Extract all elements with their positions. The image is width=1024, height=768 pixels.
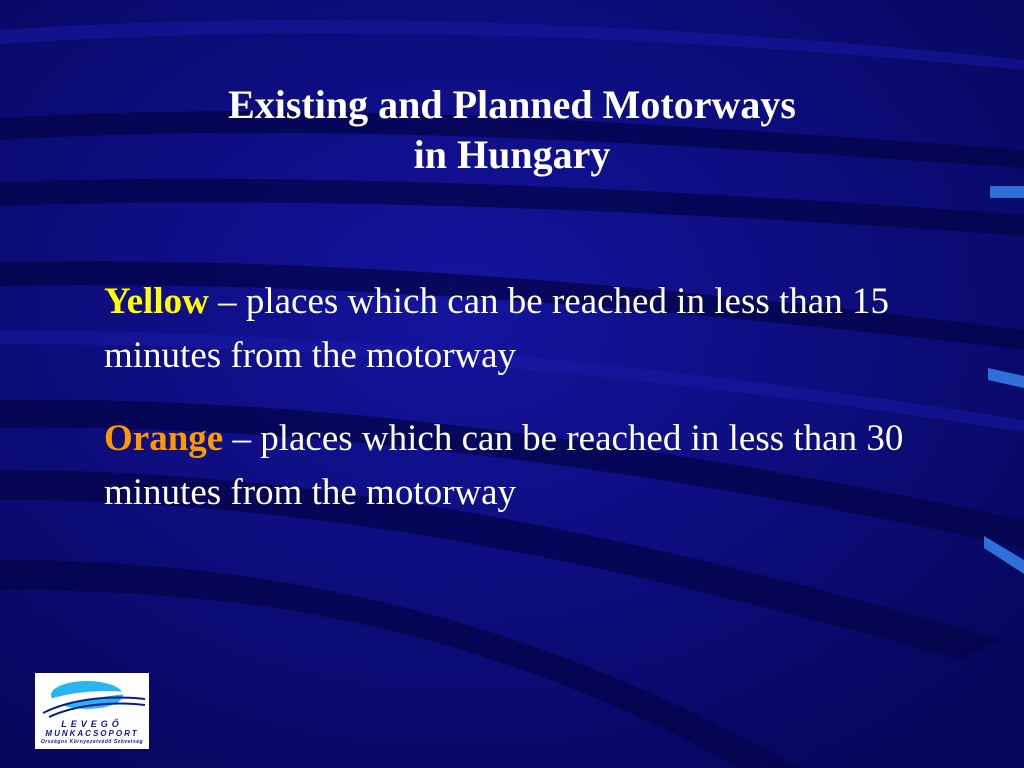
logo-text-munkacsoport: MUNKACSOPORT: [45, 729, 139, 738]
legend-text-orange: – places which can be reached in less than 30 minutes from the motorway: [104, 418, 904, 513]
legend-text-yellow: – places which can be reached in less than 15 minutes from the motorway: [104, 281, 889, 376]
logo-text-levego: LEVEGŐ: [61, 719, 123, 729]
slide-title: [0, 80, 1024, 180]
legend-item-orange: [104, 412, 904, 520]
levego-logo: [35, 673, 149, 749]
logo-text-subtitle: Országos Környezetvédő Szövetség: [40, 739, 144, 745]
legend-key-orange: Orange: [104, 418, 224, 459]
legend-item-yellow: [104, 275, 904, 383]
title-line-1: Existing and Planned Motorways: [228, 82, 796, 127]
legend-key-yellow: Yellow: [104, 281, 209, 322]
title-line-2: in Hungary: [413, 132, 611, 177]
logo-swoosh-icon: [35, 673, 149, 719]
